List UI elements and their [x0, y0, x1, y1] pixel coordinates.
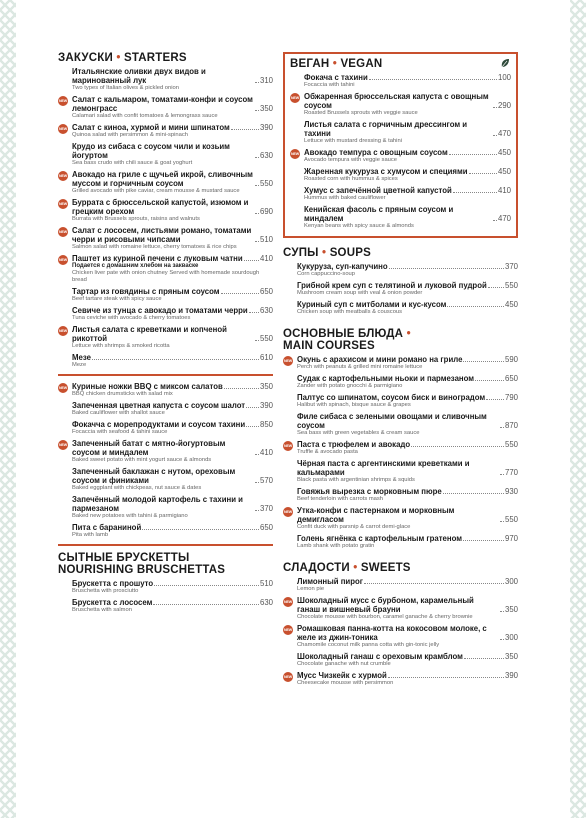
item-price: 470 [497, 214, 511, 223]
dotted-leader [493, 135, 497, 136]
item-name: Пита с бараниной [72, 523, 142, 532]
menu-item [58, 170, 273, 195]
dotted-leader [246, 426, 259, 427]
item-translation: Beef tartare steak with spicy sauce [72, 296, 162, 302]
item-name: Фокача с тахини [304, 73, 368, 82]
menu-item [283, 300, 518, 316]
new-badge-icon: NEW [283, 356, 293, 366]
menu-item [283, 577, 518, 593]
item-translation: Halibut with spinach, bisque sauce & grapes [297, 402, 411, 408]
item-translation: Focaccia with tahini [304, 82, 355, 88]
dotted-leader [153, 604, 259, 605]
new-badge-icon: NEW [290, 93, 300, 103]
dotted-leader [475, 380, 504, 381]
dotted-leader [443, 493, 504, 494]
new-badge-icon: NEW [283, 672, 293, 682]
item-name: Филе сибаса с зелеными овощами и сливочным соусом [297, 412, 487, 430]
item-translation: Beef tenderloin with carrots mash [297, 496, 384, 502]
item-price: 290 [497, 101, 511, 110]
item-translation: Roasted Brussels sprouts with veggie sauce [304, 110, 418, 116]
dotted-leader [388, 677, 504, 678]
menu-item [58, 325, 273, 350]
item-price: 630 [259, 306, 273, 315]
item-name: Обжаренная брюссельская капуста с овощным соусом [304, 92, 489, 110]
item-name: Куриные ножки BBQ с миксом салатов [72, 382, 223, 391]
menu-item [58, 353, 273, 369]
menu-item [58, 420, 273, 436]
item-name: Палтус со шпинатом, соусом биск и виноградом [297, 393, 486, 402]
item-translation: Pita with lamb [72, 532, 109, 538]
menu-column-left [58, 52, 273, 617]
menu-item [58, 287, 273, 303]
dotted-leader [463, 540, 504, 541]
item-translation: Mushroom cream soup with veal & onion powder [297, 290, 423, 296]
item-translation: Chocolate mousse with bourbon, caramel ganache & cherry brownie [297, 614, 473, 620]
item-price: 350 [259, 382, 273, 391]
item-translation: Lemon pie [297, 586, 325, 592]
dotted-leader [255, 213, 259, 214]
item-translation: Focaccia with seafood & tahini sauce [72, 429, 168, 435]
item-translation: Black pasta with argentinian shrimps & squids [297, 477, 415, 483]
item-translation: Salmon salad with romaine lettuce, cherry tomatoes & rice chips [72, 244, 237, 250]
item-name: Шоколадный ганаш с ореховым крамблом [297, 652, 463, 661]
new-badge-icon: NEW [58, 124, 68, 134]
sweets-list [283, 577, 518, 687]
menu-item [283, 412, 518, 437]
dotted-leader [255, 340, 259, 341]
item-price: 450 [504, 300, 518, 309]
item-name: Мусс Чизкейк с хурмой [297, 671, 387, 680]
item-price: 610 [259, 353, 273, 362]
item-name: Брускетта с прошуто [72, 579, 154, 588]
item-translation: Sea bass crudo with chili sauce & goat yoghurt [72, 160, 193, 166]
dotted-leader [463, 361, 504, 362]
new-badge-icon: NEW [58, 96, 68, 106]
item-price: 550 [259, 334, 273, 343]
section-title-bruschettas: СЫТНЫЕ БРУСКЕТТЫ NOURISHING BRUSCHETTAS [58, 552, 226, 576]
item-price: 550 [504, 281, 518, 290]
item-translation: Lamb shank with potato gratin [297, 543, 375, 549]
item-price: 550 [504, 440, 518, 449]
item-name: Кенийская фасоль с пряным соусом и миндалем [304, 205, 454, 223]
dotted-leader [255, 510, 259, 511]
dotted-leader [221, 293, 259, 294]
item-translation: Two types of Italian olives & pickled onion [72, 85, 179, 91]
new-badge-icon: NEW [58, 171, 68, 181]
item-name: Фокачча с морепродуктами и соусом тахини [72, 420, 246, 429]
starters-list [58, 67, 273, 369]
item-translation: Cheesecake mousse with persimmon [297, 680, 394, 686]
bruschettas-list [58, 579, 273, 614]
item-price: 550 [504, 515, 518, 524]
menu-item [58, 382, 273, 398]
item-translation: Truffle & avocado pasta [297, 449, 358, 455]
menu-item [290, 120, 511, 145]
dotted-leader [447, 306, 504, 307]
soups-list [283, 262, 518, 316]
item-price: 850 [259, 420, 273, 429]
item-price: 650 [259, 287, 273, 296]
menu-item [58, 401, 273, 417]
dotted-leader [469, 173, 497, 174]
item-name: Шоколадный мусс с бурбоном, карамельный ганаш и вишневый брауни [297, 596, 474, 614]
item-price: 390 [259, 401, 273, 410]
item-translation: Chamomile coconut milk panna cotta with gin-tonic jelly [297, 642, 440, 648]
item-price: 410 [259, 448, 273, 457]
item-name: Авокадо на гриле с щучьей икрой, сливочным муссом и горчичным соусом [72, 170, 253, 188]
dotted-leader [255, 110, 259, 111]
item-name: Паста с трюфелем и авокадо [297, 440, 411, 449]
item-price: 450 [497, 167, 511, 176]
dotted-leader [246, 407, 259, 408]
item-price: 100 [497, 73, 511, 82]
item-price: 310 [259, 76, 273, 85]
item-name: Утка-конфи с пастернаком и морковным демигласом [297, 506, 455, 524]
item-price: 770 [504, 468, 518, 477]
item-name: Запечённый молодой картофель с тахини и пармезаном [72, 495, 243, 513]
item-price: 370 [504, 262, 518, 271]
menu-item [283, 596, 518, 621]
item-translation: Zander with potato gnocchi & parmigiano [297, 383, 403, 389]
item-price: 350 [504, 652, 518, 661]
menu-item [58, 67, 273, 92]
new-badge-icon: NEW [58, 326, 68, 336]
section-title-starters: ЗАКУСКИ • STARTERS [58, 52, 187, 64]
item-name: Кукуруза, суп-капучино [297, 262, 388, 271]
item-price: 630 [259, 598, 273, 607]
item-name: Буррата с брюссельской капустой, изюмом и грецким орехом [72, 198, 249, 216]
dotted-leader [500, 611, 504, 612]
item-price: 590 [504, 355, 518, 364]
dotted-leader [154, 585, 259, 586]
dotted-leader [255, 82, 259, 83]
new-badge-icon: NEW [58, 199, 68, 209]
dotted-leader [464, 658, 504, 659]
dotted-leader [255, 482, 259, 483]
mains-list [283, 355, 518, 550]
item-translation: Kenyan beans with spicy sauce & almonds [304, 223, 414, 229]
dotted-leader [493, 220, 497, 221]
menu-item [283, 534, 518, 550]
menu-item [58, 142, 273, 167]
item-note: Подается с домашним хлебом на закваске [72, 263, 199, 269]
item-name: Запеченный баклажан с нутом, ореховым соусом и финиками [72, 467, 236, 485]
item-price: 510 [259, 579, 273, 588]
item-price: 510 [259, 235, 273, 244]
item-price: 870 [504, 421, 518, 430]
item-translation: Bruschetta with prosciutto [72, 588, 139, 594]
menu-item [290, 186, 511, 202]
dotted-leader [488, 287, 504, 288]
section-divider [58, 544, 273, 546]
item-translation: Grilled avocado with pike caviar, cream mousse & mustard sauce [72, 188, 240, 194]
item-name: Запеченная цветная капуста с соусом шалот [72, 401, 246, 410]
item-translation: Hummus with baked cauliflower [304, 195, 386, 201]
item-name: Итальянские оливки двух видов и маринованный лук [72, 67, 206, 85]
menu-item [283, 374, 518, 390]
new-badge-icon: NEW [58, 227, 68, 237]
menu-item [283, 459, 518, 484]
dotted-leader [255, 454, 259, 455]
new-badge-icon: NEW [58, 383, 68, 393]
dotted-leader [364, 583, 504, 584]
menu-item [58, 306, 273, 322]
item-name: Куриный суп с митболами и кус-кусом [297, 300, 447, 309]
menu-column-right [283, 52, 518, 690]
item-translation: Roasted corn with hummus & spices [304, 176, 398, 182]
item-price: 410 [259, 254, 273, 263]
item-price: 630 [259, 151, 273, 160]
item-translation: Burrata with Brussels sprouts, raisins and walnuts [72, 216, 200, 222]
menu-item [58, 198, 273, 223]
item-name: Салат с кальмаром, томатами-конфи и соусом лемонграсс [72, 95, 253, 113]
item-name: Окунь с арахисом и мини романо на гриле [297, 355, 463, 364]
new-badge-icon: NEW [58, 255, 68, 265]
hot-starters-list [58, 382, 273, 539]
section-divider [58, 374, 273, 376]
item-translation: Chocolate ganache with nut crumble [297, 661, 391, 667]
menu-item [58, 226, 273, 251]
item-translation: Corn cappuccino-soup [297, 271, 356, 277]
item-translation: Lettuce with mustard dressing & tahini [304, 138, 402, 144]
item-price: 930 [504, 487, 518, 496]
dotted-leader [389, 268, 504, 269]
dotted-leader [411, 446, 504, 447]
dotted-leader [255, 185, 259, 186]
new-badge-icon: NEW [290, 149, 300, 159]
menu-item [58, 598, 273, 614]
item-name: Чёрная паста с аргентинскими креветками и кальмарами [297, 459, 470, 477]
menu-item [283, 671, 518, 687]
dotted-leader [249, 312, 259, 313]
item-name: Запеченный батат с мятно-йогуртовым соусом и миндалем [72, 439, 226, 457]
item-price: 390 [259, 123, 273, 132]
new-badge-icon: NEW [58, 440, 68, 450]
dotted-leader [500, 639, 504, 640]
item-translation: Chicken liver pate with onion chutney Served with homemade sourdough bread [72, 270, 260, 283]
item-translation: Perch with peanuts & grilled mini romaine lettuce [297, 364, 423, 370]
item-price: 350 [259, 104, 273, 113]
dotted-leader [92, 359, 259, 360]
dotted-leader [224, 388, 259, 389]
dotted-leader [486, 399, 504, 400]
leaf-icon [500, 58, 510, 68]
item-translation: Lettuce with shrimps & smoked ricotta [72, 343, 170, 349]
menu-item [58, 439, 273, 464]
item-translation: Chicken soup with meatballs & couscous [297, 309, 403, 315]
menu-item [283, 624, 518, 649]
dotted-leader [493, 107, 497, 108]
item-translation: Meze [72, 362, 87, 368]
menu-item [283, 652, 518, 668]
item-name: Тартар из говядины с пряным соусом [72, 287, 220, 296]
new-badge-icon: NEW [283, 625, 293, 635]
section-title-mains: ОСНОВНЫЕ БЛЮДА • MAIN COURSES [283, 328, 411, 352]
item-translation: Calamari salad with confit tomatoes & lemongrass sauce [72, 113, 218, 119]
item-price: 650 [504, 374, 518, 383]
decorative-pattern-right [570, 0, 586, 818]
item-price: 350 [504, 605, 518, 614]
menu-item [58, 123, 273, 139]
item-name: Брускетта с лососем [72, 598, 153, 607]
item-translation: Baked cauliflower with shallot sauce [72, 410, 165, 416]
item-price: 300 [504, 577, 518, 586]
decorative-pattern-left [0, 0, 16, 818]
item-name: Грибной крем суп с телятиной и луковой пудрой [297, 281, 487, 290]
new-badge-icon: NEW [283, 441, 293, 451]
section-title-sweets: СЛАДОСТИ • SWEETS [283, 562, 411, 574]
menu-item [283, 355, 518, 371]
item-price: 570 [259, 476, 273, 485]
item-price: 450 [497, 148, 511, 157]
item-name: Авокадо темпура с овощным соусом [304, 148, 448, 157]
menu-item [290, 92, 511, 117]
item-translation: BBQ chicken drumsticks with salad mix [72, 391, 173, 397]
item-translation: Bruschetta with salmon [72, 607, 132, 613]
menu-item [283, 487, 518, 503]
item-price: 390 [504, 671, 518, 680]
menu-item [58, 579, 273, 595]
item-translation: Confit duck with parsnip & carrot demi-glace [297, 524, 411, 530]
section-title-vegan: ВЕГАН • VEGAN [290, 58, 383, 70]
item-name: Салат с лососем, листьями романо, томатами черри и рисовыми чипсами [72, 226, 252, 244]
item-translation: Avocado tempura with veggie sauce [304, 157, 398, 163]
menu-item [283, 393, 518, 409]
menu-item [290, 167, 511, 183]
dotted-leader [255, 157, 259, 158]
item-translation: Tuna ceviche with avocado & cherry tomatoes [72, 315, 191, 321]
vegan-list [290, 73, 511, 230]
item-price: 300 [504, 633, 518, 642]
item-name: Говяжья вырезка с морковным пюре [297, 487, 442, 496]
vegan-box [283, 52, 518, 238]
dotted-leader [369, 79, 497, 80]
dotted-leader [244, 260, 259, 261]
item-translation: Baked new potatoes with tahini & parmigiano [72, 513, 188, 519]
dotted-leader [255, 241, 259, 242]
item-name: Жаренная кукуруза с хумусом и специями [304, 167, 468, 176]
menu-item [58, 523, 273, 539]
item-name: Хумус с запечённой цветной капустой [304, 186, 452, 195]
menu-item [290, 148, 511, 164]
item-translation: Baked eggplant with chickpeas, nut sauce & dates [72, 485, 202, 491]
menu-item [283, 506, 518, 531]
menu-item [283, 262, 518, 278]
item-name: Листья салата с горчичным дрессингом и тахини [304, 120, 468, 138]
menu-item [58, 467, 273, 492]
item-name: Севиче из тунца с авокадо и томатами черри [72, 306, 248, 315]
item-price: 790 [504, 393, 518, 402]
item-price: 690 [259, 207, 273, 216]
new-badge-icon: NEW [283, 597, 293, 607]
menu-item [58, 495, 273, 520]
item-name: Лимонный пирог [297, 577, 364, 586]
item-price: 470 [497, 129, 511, 138]
item-name: Паштет из куриной печени с луковым чатни [72, 254, 243, 263]
menu-item [290, 73, 511, 89]
item-name: Крудо из сибаса с соусом чили и козьим йогуртом [72, 142, 230, 160]
menu-item [58, 254, 273, 284]
dotted-leader [142, 529, 259, 530]
menu-item [283, 281, 518, 297]
dotted-leader [500, 521, 504, 522]
item-name: Салат с киноа, хурмой и мини шпинатом [72, 123, 230, 132]
dotted-leader [500, 427, 504, 428]
item-translation: Sea bass with green vegetables & cream sauce [297, 430, 420, 436]
dotted-leader [449, 154, 497, 155]
new-badge-icon: NEW [283, 507, 293, 517]
section-title-soups: СУПЫ • SOUPS [283, 247, 371, 259]
item-name: Голень ягнёнка с картофельным гратеном [297, 534, 463, 543]
item-translation: Baked sweet potato with mint yogurt sauce & almonds [72, 457, 212, 463]
item-name: Мезе [72, 353, 91, 362]
item-price: 370 [259, 504, 273, 513]
item-price: 550 [259, 179, 273, 188]
dotted-leader [500, 474, 504, 475]
menu-item [283, 440, 518, 456]
menu-item [58, 95, 273, 120]
item-name: Ромашковая панна-котта на кокосовом молоке, с желе из джин-тоника [297, 624, 487, 642]
item-name: Листья салата с креветками и копченой рикоттой [72, 325, 227, 343]
dotted-leader [231, 129, 259, 130]
menu-item [290, 205, 511, 230]
item-name: Судак с картофельными ньоки и пармезаном [297, 374, 475, 383]
item-translation: Quinoa salad with persimmon & mini-spinach [72, 132, 188, 138]
item-price: 650 [259, 523, 273, 532]
item-price: 410 [497, 186, 511, 195]
item-price: 970 [504, 534, 518, 543]
dotted-leader [453, 192, 497, 193]
